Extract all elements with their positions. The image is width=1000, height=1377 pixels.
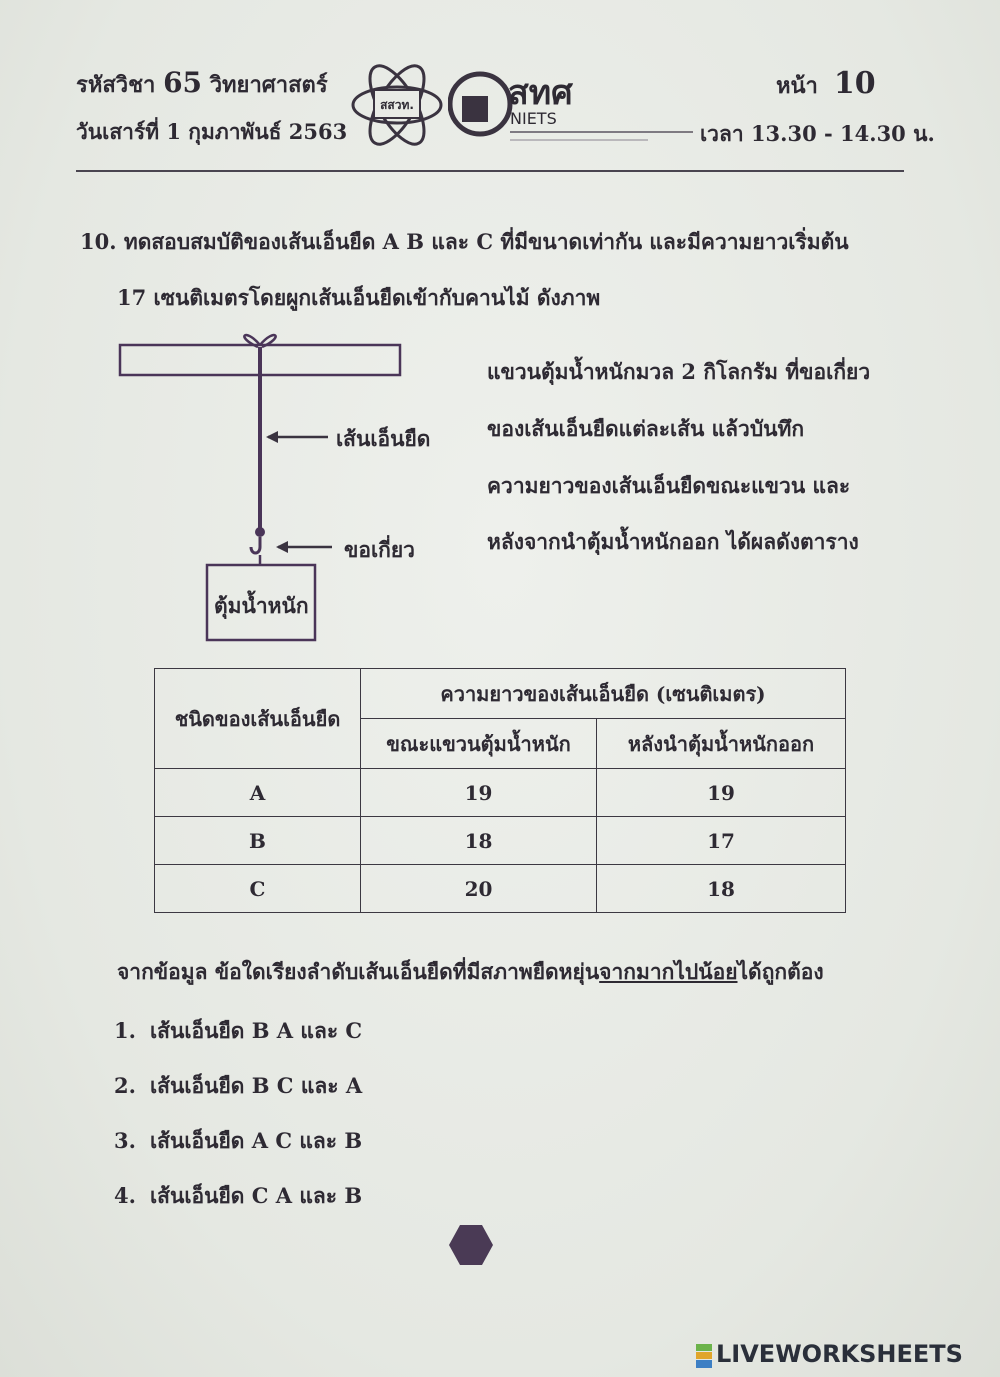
choice-number: 2. (114, 1073, 136, 1098)
exam-time: เวลา 13.30 - 14.30 น. (700, 121, 935, 146)
choice-3[interactable] (114, 1125, 362, 1158)
prompt-after: ได้ถูกต้อง (737, 959, 824, 984)
choice-1[interactable] (114, 1015, 362, 1048)
label-elastic-string: เส้นเอ็นยืด (336, 426, 431, 451)
subject-line (76, 66, 328, 102)
choice-text: เส้นเอ็นยืด B C และ A (150, 1073, 363, 1098)
table-row (155, 769, 846, 817)
cell-type: A (155, 769, 361, 817)
label-hook: ขอเกี่ยว (344, 537, 415, 562)
table-row (155, 817, 846, 865)
page-label: หน้า (776, 73, 818, 99)
subject-code: 65 (163, 66, 203, 99)
ipst-logo (350, 50, 445, 160)
liveworksheets-logo-icon (696, 1344, 712, 1368)
side-text-1: แขวนตุ้มน้ำหนักมวล 2 กิโลกรัม ที่ขอเกี่ยว (487, 359, 871, 384)
choice-2[interactable] (114, 1070, 362, 1103)
prompt-underlined: จากมากไปน้อย (599, 959, 738, 984)
niets-logo-sub: NIETS (510, 109, 557, 128)
choice-number: 3. (114, 1128, 136, 1153)
cell-after: 18 (597, 865, 846, 913)
choice-text: เส้นเอ็นยืด C A และ B (150, 1183, 363, 1208)
page-number: 10 (833, 66, 876, 101)
header-after: หลังนำตุ้มน้ำหนักออก (597, 719, 846, 769)
question-prompt (117, 956, 824, 989)
question-intro-line1: 10. ทดสอบสมบัติของเส้นเอ็นยืด A B และ C ที่มีขนาดเท่ากัน และมีความยาวเริ่มต้น (80, 229, 849, 254)
choice-text: เส้นเอ็นยืด B A และ C (150, 1018, 363, 1043)
side-text-2: ของเส้นเอ็นยืดแต่ละเส้น แล้วบันทึก (487, 416, 805, 441)
subject-prefix: รหัสวิชา (76, 72, 156, 98)
label-weight: ตุ้มน้ำหนัก (214, 593, 309, 618)
exam-date: วันเสาร์ที่ 1 กุมภาพันธ์ 2563 (76, 119, 348, 144)
header-divider (76, 170, 904, 172)
cell-after: 17 (597, 817, 846, 865)
choice-number: 1. (114, 1018, 136, 1043)
subject-name: วิทยาศาสตร์ (209, 72, 328, 98)
page-indicator (776, 66, 876, 103)
table-row (155, 865, 846, 913)
question-intro-line2: 17 เซนติเมตรโดยผูกเส้นเอ็นยืดเข้ากับคานไม้ ดังภาพ (117, 285, 601, 310)
choice-text: เส้นเอ็นยืด A C และ B (150, 1128, 363, 1153)
ipst-logo-text: สสวท. (380, 98, 414, 112)
liveworksheets-watermark[interactable]: LIVEWORKSHEETS (716, 1340, 963, 1368)
hexagon-icon (448, 1222, 494, 1268)
cell-after: 19 (597, 769, 846, 817)
cell-hanging: 20 (361, 865, 597, 913)
choice-number: 4. (114, 1183, 136, 1208)
header-length-group: ความยาวของเส้นเอ็นยืด (เซนติเมตร) (361, 669, 846, 719)
side-text-4: หลังจากนำตุ้มน้ำหนักออก ได้ผลดังตาราง (487, 529, 859, 554)
header-type: ชนิดของเส้นเอ็นยืด (155, 669, 361, 769)
cell-type: C (155, 865, 361, 913)
cell-type: B (155, 817, 361, 865)
header-hanging: ขณะแขวนตุ้มน้ำหนัก (361, 719, 597, 769)
hook-icon (251, 537, 260, 553)
cell-hanging: 19 (361, 769, 597, 817)
results-table (154, 668, 846, 913)
niets-logo-text: สทศ (508, 73, 573, 113)
niets-logo (448, 62, 698, 152)
cell-hanging: 18 (361, 817, 597, 865)
choice-4[interactable] (114, 1180, 362, 1213)
side-text-3: ความยาวของเส้นเอ็นยืดขณะแขวน และ (487, 473, 851, 498)
prompt-before: จากข้อมูล ข้อใดเรียงลำดับเส้นเอ็นยืดที่มีสภาพยืดหยุ่น (117, 959, 600, 984)
